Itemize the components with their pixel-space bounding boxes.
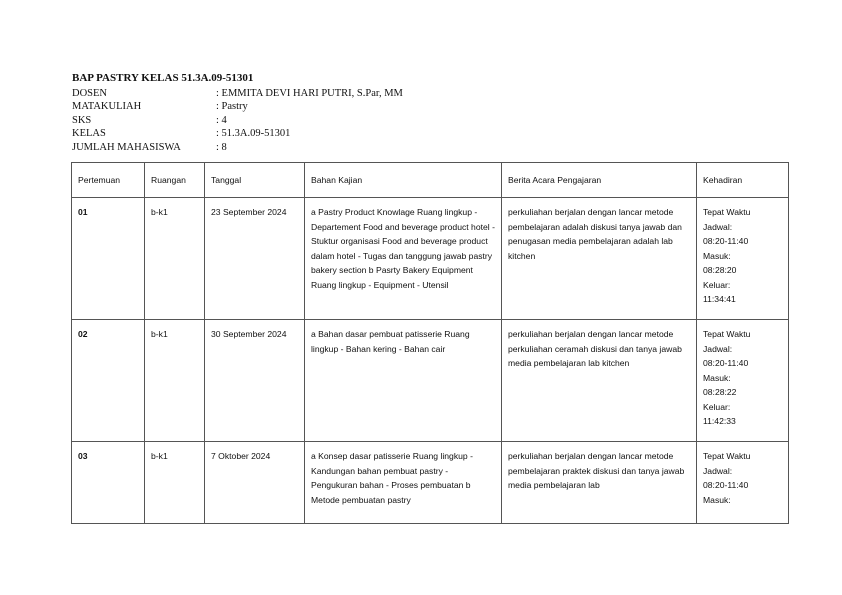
berita-acara-cell: perkuliahan berjalan dengan lancar metode pembelajaran praktek diskusi dan tanya jawab media pembelajaran lab (502, 442, 697, 524)
table-row (72, 198, 789, 320)
kehadiran-jadwal-label: Jadwal: (703, 343, 733, 354)
pertemuan-cell: 01 (72, 198, 145, 320)
meta-row-dosen (72, 87, 403, 101)
kehadiran-jadwal-label: Jadwal: (703, 221, 733, 232)
meta-label: KELAS (72, 128, 106, 139)
meta-row-sks (72, 114, 403, 128)
meta-label: DOSEN (72, 87, 108, 99)
meta-row-matakuliah (72, 100, 403, 114)
column-header-tanggal: Tanggal (205, 163, 305, 198)
table-header-row (72, 163, 789, 198)
meta-value: : 4 (216, 114, 227, 126)
table-row (72, 320, 789, 442)
kehadiran-keluar-value: 11:42:33 (703, 416, 736, 426)
kehadiran-masuk-value: 08:28:20 (703, 265, 737, 275)
kehadiran-masuk-label: Masuk: (703, 250, 731, 261)
kehadiran-jadwal-value: 08:20-11:40 (703, 480, 749, 490)
meta-value: : Pastry (216, 101, 248, 112)
kehadiran-keluar-label: Keluar: (703, 401, 731, 412)
kehadiran-masuk-label: Masuk: (703, 494, 731, 505)
tanggal-cell: 23 September 2024 (205, 198, 305, 320)
tanggal-cell: 7 Oktober 2024 (205, 442, 305, 524)
kehadiran-jadwal-value: 08:20-11:40 (703, 358, 749, 368)
pertemuan-cell: 03 (72, 442, 145, 524)
pertemuan-cell: 02 (72, 320, 145, 442)
bahan-kajian-cell: a Bahan dasar pembuat patisserie Ruang lingkup - Bahan kering - Bahan cair (305, 320, 502, 442)
berita-acara-cell: perkuliahan berjalan dengan lancar metode perkuliahan ceramah diskusi dan tanya jawab media pembelajaran lab kitchen (502, 320, 697, 442)
kehadiran-masuk-label: Masuk: (703, 372, 731, 383)
kehadiran-jadwal-label: Jadwal: (703, 465, 733, 476)
meta-label: SKS (72, 114, 92, 126)
kehadiran-masuk-value: 08:28:22 (703, 387, 737, 397)
meta-label: MATAKULIAH (72, 101, 142, 112)
column-header-kehadiran: Kehadiran (697, 163, 789, 198)
ruangan-cell: b-k1 (145, 442, 205, 524)
meta-value: : EMMITA DEVI HARI PUTRI, S.Par, MM (216, 87, 403, 99)
ruangan-cell: b-k1 (145, 198, 205, 320)
kehadiran-cell (697, 442, 789, 524)
bahan-kajian-cell: a Pastry Product Knowlage Ruang lingkup - Departement Food and beverage product hotel - Stuktur organisasi Food and beverage product dalam hotel - Tugas dan tanggung jawab pastry bakery section b Pasrty Bakery Equipment Ruang lingkup - Equipment - Utensil (305, 198, 502, 320)
document-title: BAP PASTRY KELAS 51.3A.09-51301 (72, 72, 254, 84)
bahan-kajian-cell: a Konsep dasar patisserie Ruang lingkup - Kandungan bahan pembuat pastry - Pengukuran bahan - Proses pembuatan b Metode pembuatan pastry (305, 442, 502, 524)
table-row (72, 442, 789, 524)
attendance-table (71, 162, 789, 524)
kehadiran-jadwal-value: 08:20-11:40 (703, 236, 749, 246)
kehadiran-status: Tepat Waktu (703, 207, 751, 217)
meta-value: : 51.3A.09-51301 (216, 128, 291, 139)
meta-value: : 8 (216, 141, 227, 153)
column-header-berita-acara: Berita Acara Pengajaran (502, 163, 697, 198)
kehadiran-keluar-label: Keluar: (703, 279, 731, 290)
document-header (72, 72, 403, 154)
kehadiran-cell (697, 320, 789, 442)
kehadiran-status: Tepat Waktu (703, 451, 751, 461)
meta-row-kelas (72, 127, 403, 141)
kehadiran-status: Tepat Waktu (703, 329, 751, 339)
ruangan-cell: b-k1 (145, 320, 205, 442)
kehadiran-keluar-value: 11:34:41 (703, 294, 736, 304)
column-header-pertemuan: Pertemuan (72, 163, 145, 198)
berita-acara-cell: perkuliahan berjalan dengan lancar metode pembelajaran adalah diskusi tanya jawab dan penugasan media pembelajaran adalah lab kitchen (502, 198, 697, 320)
column-header-bahan-kajian: Bahan Kajian (305, 163, 502, 198)
kehadiran-cell (697, 198, 789, 320)
meta-row-jumlah-mahasiswa (72, 141, 403, 155)
meta-label: JUMLAH MAHASISWA (72, 141, 181, 153)
tanggal-cell: 30 September 2024 (205, 320, 305, 442)
column-header-ruangan: Ruangan (145, 163, 205, 198)
